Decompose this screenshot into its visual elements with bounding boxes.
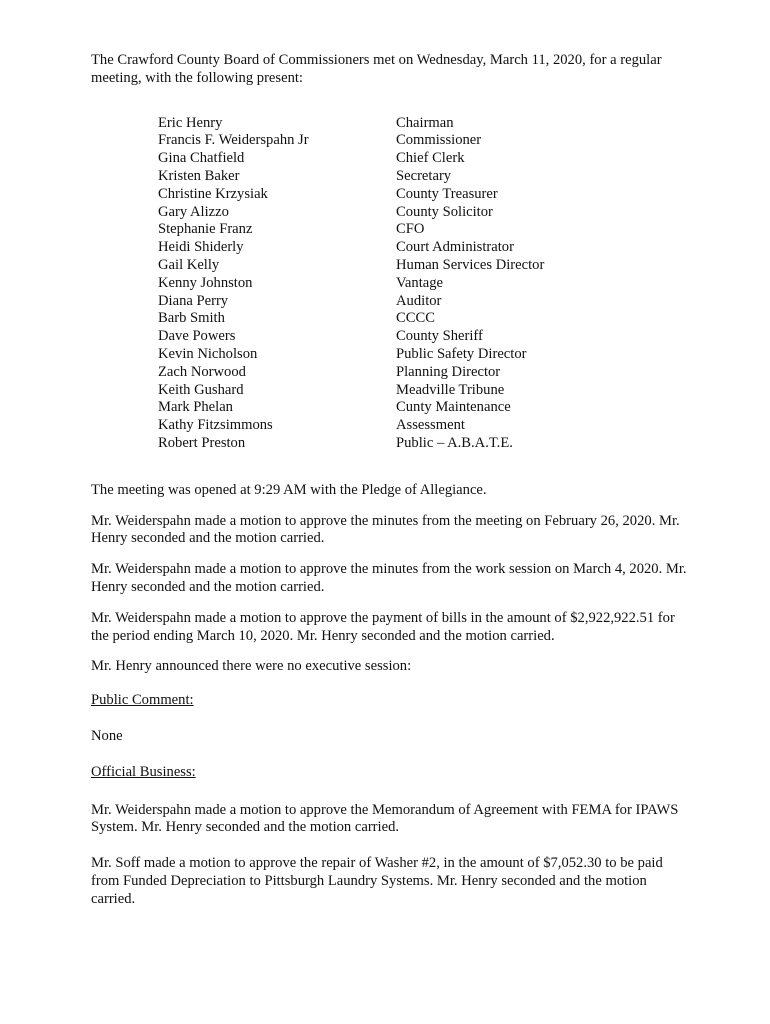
attendee-role: County Treasurer [396, 185, 498, 202]
official-business-item: Mr. Weiderspahn made a motion to approve the Memorandum of Agreement with FEMA for IPAWS System. Mr. Henry seconded and the motion carried. [91, 801, 679, 836]
attendee-role: County Solicitor [396, 203, 493, 220]
attendee-name: Kenny Johnston [158, 274, 253, 291]
attendee-name: Robert Preston [158, 434, 246, 451]
attendee-name: Francis F. Weiderspahn Jr [158, 132, 309, 149]
attendee-role: CCCC [396, 310, 435, 327]
attendee-role: Secretary [396, 167, 452, 184]
attendee-name: Barb Smith [158, 310, 225, 327]
attendee-role: Vantage [396, 274, 444, 291]
attendee-role: Meadville Tribune [396, 381, 505, 398]
attendee-role: Cunty Maintenance [396, 399, 511, 416]
attendee-role: Public – A.B.A.T.E. [396, 434, 513, 451]
attendee-name: Christine Krzysiak [158, 185, 268, 202]
public-comment-body: None [91, 727, 123, 744]
motion-minutes-meeting: Mr. Weiderspahn made a motion to approve the minutes from the meeting on February 26, 2020. Mr. Henry seconded and the motion carried. [91, 512, 680, 547]
intro-paragraph: The Crawford County Board of Commissioners met on Wednesday, March 11, 2020, for a regular meeting, with the following present: [91, 52, 662, 86]
attendee-name: Stephanie Franz [158, 221, 253, 238]
official-business-item: Mr. Soff made a motion to approve the repair of Washer #2, in the amount of $7,052.30 to be paid from Funded Depreciation to Pittsburgh Laundry Systems. Mr. Henry seconded and the motion carried. [91, 855, 663, 907]
attendee-role: Human Services Director [396, 256, 545, 273]
motion-minutes-work-session: Mr. Weiderspahn made a motion to approve the minutes from the work session on March 4, 2020. Mr. Henry seconded and the motion carried. [91, 561, 687, 595]
attendee-role: Commissioner [396, 132, 482, 149]
opening-paragraph: The meeting was opened at 9:29 AM with the Pledge of Allegiance. [91, 481, 487, 498]
attendee-name: Mark Phelan [158, 399, 233, 416]
attendee-name: Heidi Shiderly [158, 239, 244, 256]
attendee-role: Court Administrator [396, 239, 514, 256]
attendee-name: Eric Henry [158, 114, 223, 131]
attendee-role: Chief Clerk [396, 150, 465, 167]
attendee-name: Keith Gushard [158, 381, 244, 398]
attendee-name: Gary Alizzo [158, 203, 229, 220]
attendee-role: Auditor [396, 292, 442, 309]
executive-session-note: Mr. Henry announced there were no executive session: [91, 658, 412, 675]
attendee-role: Chairman [396, 114, 454, 131]
attendee-list [158, 115, 690, 453]
attendee-name: Zach Norwood [158, 363, 246, 380]
attendee-name: Dave Powers [158, 328, 236, 345]
official-business-heading: Official Business: [91, 763, 196, 780]
public-comment-heading: Public Comment: [91, 692, 194, 709]
motion-bills: Mr. Weiderspahn made a motion to approve the payment of bills in the amount of $2,922,922.51 for the period ending March 10, 2020. Mr. Henry seconded and the motion carried. [91, 609, 675, 644]
attendee-role: Planning Director [396, 363, 501, 380]
attendee-role: Public Safety Director [396, 345, 527, 362]
attendee-name: Kristen Baker [158, 167, 240, 184]
attendee-role: Assessment [396, 417, 465, 434]
attendee-name: Gina Chatfield [158, 150, 245, 167]
attendee-name: Kathy Fitzsimmons [158, 417, 273, 434]
attendee-role: CFO [396, 221, 425, 238]
attendee-name: Diana Perry [158, 292, 229, 309]
attendee-name: Gail Kelly [158, 256, 220, 273]
attendee-role: County Sheriff [396, 328, 483, 345]
attendee-name: Kevin Nicholson [158, 345, 258, 362]
